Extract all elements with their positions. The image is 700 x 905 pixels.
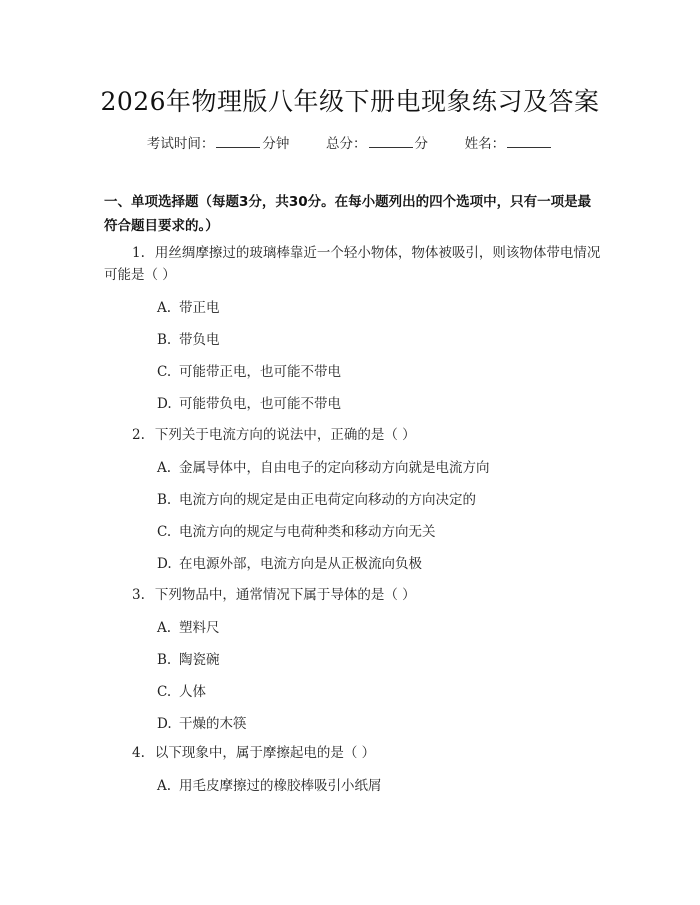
option-4a: A. 用毛皮摩擦过的橡胶棒吸引小纸屑 <box>157 778 382 794</box>
time-blank <box>216 135 260 148</box>
question-number: 1. <box>132 245 145 261</box>
question-4 <box>104 742 604 764</box>
question-3 <box>104 584 604 606</box>
question-number: 3. <box>132 587 145 603</box>
exam-info-line <box>0 132 700 152</box>
option-1a: A. 带正电 <box>157 300 220 316</box>
name-blank <box>507 135 551 148</box>
question-number: 2. <box>132 427 145 443</box>
option-3b: B. 陶瓷碗 <box>157 652 220 668</box>
score-unit: 分 <box>414 136 428 152</box>
option-2b: B. 电流方向的规定是由正电荷定向移动的方向决定的 <box>157 492 476 508</box>
score-blank <box>369 135 413 148</box>
question-1 <box>104 242 604 286</box>
option-1b: B. 带负电 <box>157 332 220 348</box>
question-text: 以下现象中，属于摩擦起电的是（ ） <box>154 745 376 761</box>
question-number: 4. <box>132 745 145 761</box>
option-3a: A. 塑料尺 <box>157 620 220 636</box>
question-text: 用丝绸摩擦过的玻璃棒靠近一个轻小物体，物体被吸引，则该物体带电情况可能是（ ） <box>104 245 601 283</box>
option-2a: A. 金属导体中，自由电子的定向移动方向就是电流方向 <box>157 460 490 476</box>
name-label: 姓名： <box>464 136 506 152</box>
option-1d: D. 可能带负电，也可能不带电 <box>157 396 341 412</box>
time-unit: 分钟 <box>262 136 290 152</box>
question-text: 下列关于电流方向的说法中，正确的是（ ） <box>154 427 416 443</box>
option-3c: C. 人体 <box>157 684 206 700</box>
page-title: 2026年物理版八年级下册电现象练习及答案 <box>100 87 600 116</box>
option-1c: C. 可能带正电，也可能不带电 <box>157 364 341 380</box>
section-heading: 一、单项选择题（每题3分，共30分。在每小题列出的四个选项中，只有一项是最符合题目要求的。） <box>104 194 592 234</box>
question-text: 下列物品中，通常情况下属于导体的是（ ） <box>154 587 416 603</box>
score-label: 总分： <box>326 136 367 152</box>
time-label: 考试时间： <box>146 136 215 152</box>
option-2c: C. 电流方向的规定与电荷种类和移动方向无关 <box>157 524 436 540</box>
question-2 <box>104 424 604 446</box>
option-2d: D. 在电源外部，电流方向是从正极流向负极 <box>157 556 422 572</box>
option-3d: D. 干燥的木筷 <box>157 716 247 732</box>
